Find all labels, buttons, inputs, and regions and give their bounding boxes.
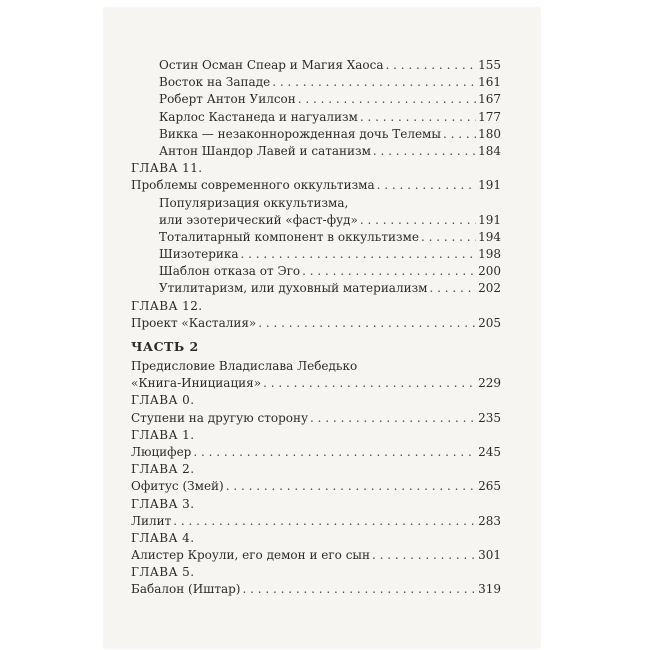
toc-entry-title: Карлос Кастанеда и нагуализм [159, 109, 358, 124]
toc-leader [377, 177, 476, 194]
toc-entry [131, 212, 501, 229]
toc-entry [131, 57, 501, 74]
toc-entry-title: Восток на Западе [159, 75, 271, 90]
toc-entry-title: Лилит [131, 513, 172, 528]
toc-entry-title: Остин Осман Спеар и Магия Хаоса [159, 57, 384, 72]
toc-entry-title-line: Предисловие Владислава Лебедько [131, 359, 358, 373]
toc-entry-page: 191 [478, 212, 501, 227]
toc-entry [131, 177, 501, 194]
toc-entry-title: Офитус (Змей) [131, 479, 224, 494]
toc-entry-page: 198 [478, 247, 501, 262]
toc-entry-page: 194 [478, 229, 501, 244]
toc-leader [263, 375, 476, 392]
toc-entry-title: Люцифер [131, 444, 192, 459]
toc-leader [258, 315, 476, 332]
toc-entry [131, 246, 501, 263]
toc-entry-page: 283 [478, 513, 501, 528]
toc-entry-title: Ступени на другую сторону [131, 410, 309, 425]
toc-entry [131, 91, 501, 108]
toc-entry-page: 235 [478, 410, 501, 425]
toc-entry-page: 180 [478, 126, 501, 141]
toc-entry-page: 265 [478, 479, 501, 494]
toc-entry [131, 444, 501, 461]
toc-entry-title: или эзотерический «фаст-фуд» [159, 212, 358, 227]
toc-leader [360, 109, 476, 126]
toc-entry-page: 319 [478, 582, 501, 597]
chapter-heading: ГЛАВА 4. [131, 530, 195, 545]
toc-leader [421, 229, 476, 246]
toc-entry-page: 205 [478, 315, 501, 330]
toc-entry-title: Проблемы современного оккультизма [131, 178, 375, 193]
chapter-heading: ГЛАВА 5. [131, 565, 195, 580]
table-of-contents [131, 57, 501, 599]
toc-leader [429, 280, 476, 297]
toc-leader [272, 74, 476, 91]
toc-entry [131, 143, 501, 160]
chapter-heading: ГЛАВА 11. [131, 161, 203, 176]
toc-entry-title: Алистер Кроули, его демон и его сын [131, 548, 370, 563]
toc-entry-title: Бабалон (Иштар) [131, 582, 241, 597]
toc-entry [131, 478, 501, 495]
toc-entry-page: 177 [478, 109, 501, 124]
toc-entry [131, 280, 501, 297]
toc-leader [241, 246, 477, 263]
toc-entry-title: Викка — незаконнорожденная дочь Телемы [159, 126, 441, 141]
chapter-heading: ГЛАВА 3. [131, 496, 195, 511]
toc-entry-page: 155 [478, 57, 501, 72]
toc-entry-page: 202 [478, 281, 501, 296]
toc-entry-title: Роберт Антон Уилсон [159, 92, 296, 107]
toc-leader [360, 212, 476, 229]
toc-leader [310, 410, 476, 427]
toc-entry-page: 167 [478, 92, 501, 107]
toc-entry [131, 229, 501, 246]
chapter-heading: ГЛАВА 12. [131, 298, 203, 313]
toc-entry [131, 375, 501, 392]
chapter-heading: ГЛАВА 1. [131, 427, 195, 442]
chapter-heading: ГЛАВА 2. [131, 462, 195, 477]
toc-entry [131, 315, 501, 332]
toc-entry [131, 513, 501, 530]
toc-leader [373, 143, 476, 160]
toc-entry [131, 74, 501, 91]
toc-leader [193, 444, 476, 461]
toc-entry-title: Шизотерика [159, 247, 239, 262]
part-heading: ЧАСТЬ 2 [131, 339, 199, 354]
toc-entry-page: 191 [478, 178, 501, 193]
toc-entry [131, 126, 501, 143]
toc-entry-page: 184 [478, 143, 501, 158]
toc-entry-title: Тоталитарный компонент в оккультизме [159, 229, 419, 244]
toc-entry [131, 263, 501, 280]
toc-entry [131, 109, 501, 126]
toc-entry [131, 581, 501, 598]
toc-entry-title: «Книга-Инициация» [131, 376, 262, 391]
toc-leader [298, 91, 476, 108]
toc-entry [131, 410, 501, 427]
toc-entry-title: Проект «Касталия» [131, 315, 257, 330]
toc-entry-page: 200 [478, 264, 501, 279]
toc-entry-title: Утилитаризм, или духовный материализм [159, 281, 428, 296]
toc-entry-page: 229 [478, 376, 501, 391]
toc-leader [226, 478, 476, 495]
toc-entry-title: Антон Шандор Лавей и сатанизм [159, 143, 371, 158]
toc-entry [131, 547, 501, 564]
toc-leader [302, 263, 476, 280]
toc-leader [386, 57, 477, 74]
chapter-heading: ГЛАВА 0. [131, 393, 195, 408]
toc-entry-title: Шаблон отказа от Эго [159, 264, 301, 279]
toc-entry-title-line: Популяризация оккультизма, [159, 195, 349, 210]
toc-leader [372, 547, 476, 564]
toc-entry-page: 161 [478, 75, 501, 90]
toc-entry-page: 245 [478, 444, 501, 459]
toc-leader [173, 513, 476, 530]
toc-leader [242, 581, 476, 598]
toc-leader [443, 126, 476, 143]
toc-entry-page: 301 [478, 548, 501, 563]
